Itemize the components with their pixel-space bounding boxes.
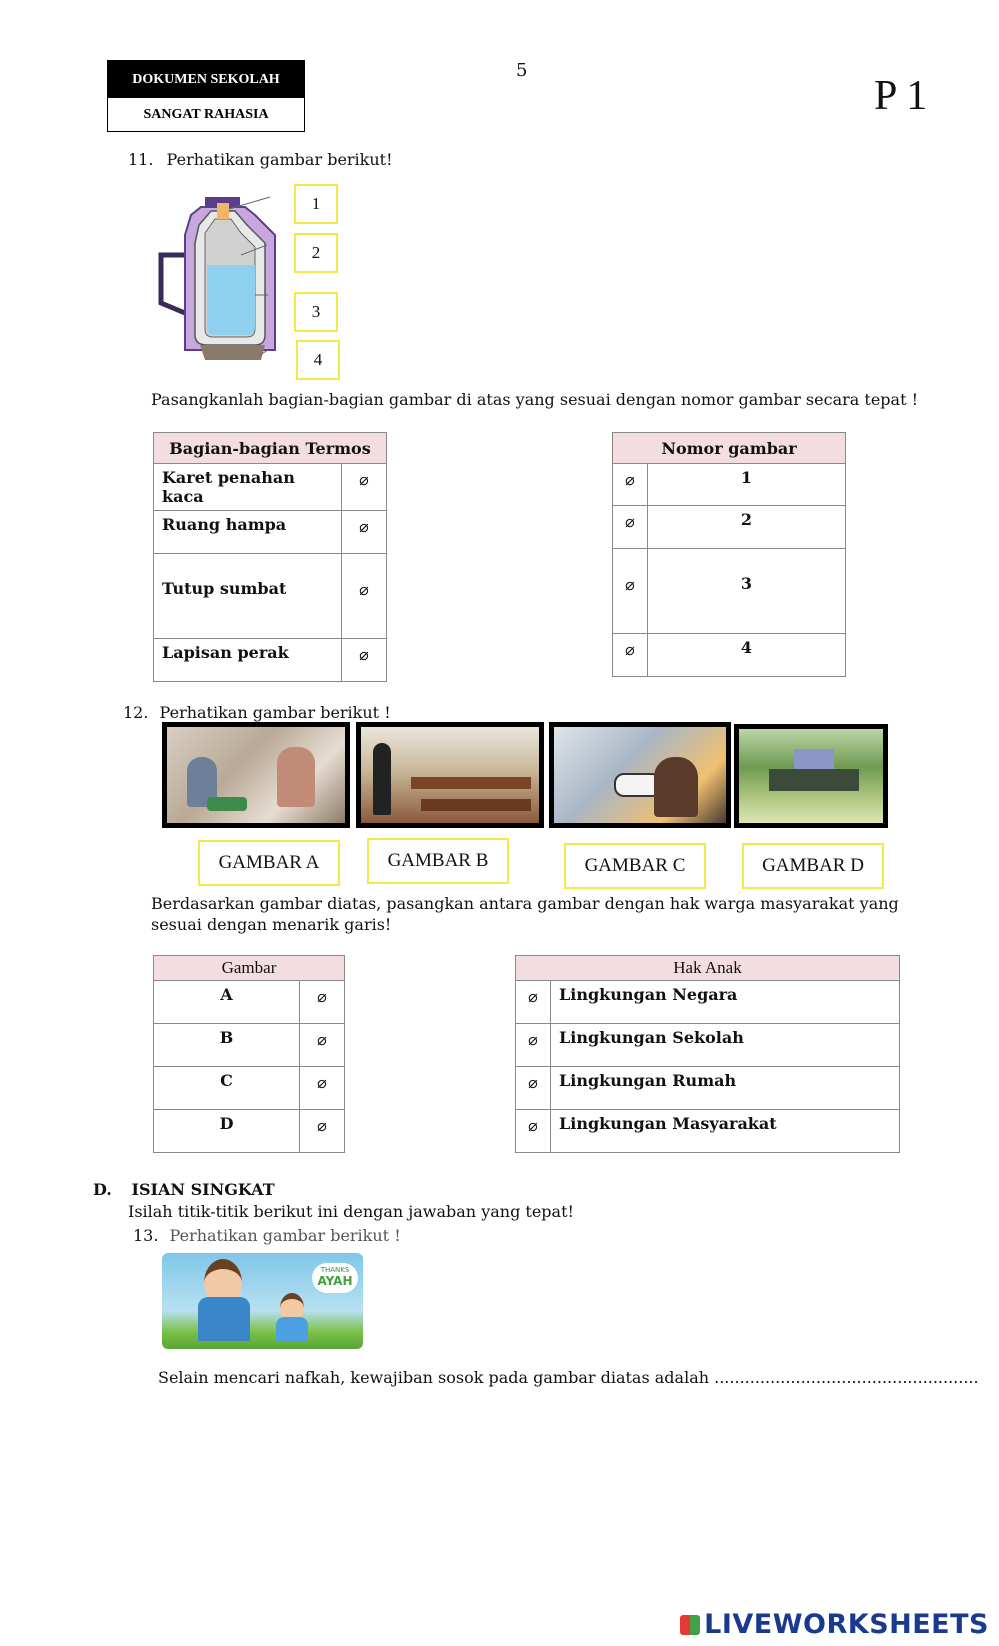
q11-instruction: Pasangkanlah bagian-bagian gambar di atas yang sesuai dengan nomor gambar secara tepat ! [151, 390, 919, 409]
q12-instruction: Berdasarkan gambar diatas, pasangkan antara gambar dengan hak warga masyarakat yang sesuai dengan menarik garis! [151, 894, 899, 934]
q13-number: 13. [133, 1226, 159, 1245]
q13-prompt-line [133, 1226, 401, 1245]
q12-left-table [153, 955, 345, 1153]
q12-left-item: B [154, 1024, 300, 1067]
bubble-small-text: THANKS [320, 1266, 350, 1274]
match-point[interactable] [516, 1024, 551, 1067]
q12-right-item: Lingkungan Sekolah [551, 1024, 900, 1067]
section-d-letter: D. [93, 1180, 112, 1199]
photo-c [549, 722, 731, 828]
q11-prompt-line [128, 150, 393, 169]
match-point[interactable] [300, 1110, 345, 1153]
link-off-icon: ⌀ [528, 1116, 538, 1135]
photo-b [356, 722, 544, 828]
gambar-label-a: GAMBAR A [198, 840, 340, 886]
logo-icon [680, 1615, 700, 1635]
q11-right-item: 4 [648, 634, 846, 677]
section-d-instruction: Isilah titik-titik berikut ini dengan jawaban yang tepat! [128, 1202, 574, 1221]
link-off-icon: ⌀ [317, 1116, 327, 1135]
q12-prompt: Perhatikan gambar berikut ! [159, 703, 391, 722]
q12-right-item: Lingkungan Masyarakat [551, 1110, 900, 1153]
father-image [162, 1253, 363, 1349]
link-off-icon: ⌀ [528, 987, 538, 1006]
q12-left-item: A [154, 981, 300, 1024]
q11-prompt: Perhatikan gambar berikut! [166, 150, 393, 169]
label-box-4: 4 [296, 340, 340, 380]
match-point[interactable] [613, 464, 648, 506]
secret-label: SANGAT RAHASIA [108, 98, 304, 131]
q11-left-header: Bagian-bagian Termos [154, 433, 387, 464]
q12-prompt-line [123, 703, 391, 722]
q12-right-header: Hak Anak [516, 956, 900, 981]
match-point[interactable] [516, 1067, 551, 1110]
thermos-illustration [155, 195, 285, 370]
q12-left-header: Gambar [154, 956, 345, 981]
link-off-icon: ⌀ [317, 1073, 327, 1092]
link-off-icon: ⌀ [625, 574, 635, 594]
q13-prompt: Perhatikan gambar berikut ! [169, 1226, 401, 1245]
q12-right-item: Lingkungan Negara [551, 981, 900, 1024]
q12-right-item: Lingkungan Rumah [551, 1067, 900, 1110]
q11-right-item: 3 [648, 549, 846, 634]
link-off-icon: ⌀ [359, 579, 369, 599]
q13-question: Selain mencari nafkah, kewajiban sosok pada gambar diatas adalah .................................................... [158, 1368, 979, 1387]
bubble-big-text: AYAH [317, 1274, 353, 1288]
gambar-label-c: GAMBAR C [564, 843, 706, 889]
q12-left-item: C [154, 1067, 300, 1110]
match-point[interactable] [342, 464, 387, 511]
q11-left-table [153, 432, 387, 682]
q11-left-item: Lapisan perak [154, 639, 342, 682]
section-d-title: ISIAN SINGKAT [131, 1180, 275, 1199]
link-off-icon: ⌀ [359, 517, 369, 536]
link-off-icon: ⌀ [317, 987, 327, 1006]
match-point[interactable] [342, 639, 387, 682]
gambar-label-b: GAMBAR B [367, 838, 509, 884]
doc-label: DOKUMEN SEKOLAH [108, 61, 304, 98]
brand-text: LIVEWORKSHEETS [704, 1609, 989, 1640]
link-off-icon: ⌀ [359, 645, 369, 664]
link-off-icon: ⌀ [625, 640, 635, 659]
liveworksheets-logo[interactable] [680, 1609, 989, 1640]
match-point[interactable] [613, 506, 648, 549]
match-point[interactable] [613, 634, 648, 677]
q11-right-header: Nomor gambar [613, 433, 846, 464]
q12-number: 12. [123, 703, 149, 722]
q11-number: 11. [128, 150, 154, 169]
link-off-icon: ⌀ [528, 1073, 538, 1092]
gambar-label-d: GAMBAR D [742, 843, 884, 889]
q12-left-item: D [154, 1110, 300, 1153]
q12-right-table [515, 955, 900, 1153]
label-box-2: 2 [294, 233, 338, 273]
link-off-icon: ⌀ [625, 512, 635, 531]
label-box-3: 3 [294, 292, 338, 332]
page-number: 5 [516, 60, 528, 81]
match-point[interactable] [300, 981, 345, 1024]
match-point[interactable] [300, 1024, 345, 1067]
match-point[interactable] [516, 1110, 551, 1153]
link-off-icon: ⌀ [528, 1030, 538, 1049]
q11-right-item: 2 [648, 506, 846, 549]
match-point[interactable] [342, 554, 387, 639]
q11-right-item: 1 [648, 464, 846, 506]
match-point[interactable] [516, 981, 551, 1024]
q11-left-item: Tutup sumbat [154, 554, 342, 639]
match-point[interactable] [613, 549, 648, 634]
q11-right-table [612, 432, 846, 677]
q11-left-item: Ruang hampa [154, 511, 342, 554]
photo-d [734, 724, 888, 828]
match-point[interactable] [342, 511, 387, 554]
header-box [107, 60, 305, 132]
paper-code: P 1 [874, 73, 928, 119]
link-off-icon: ⌀ [317, 1030, 327, 1049]
ayah-bubble [312, 1263, 358, 1293]
label-box-1: 1 [294, 184, 338, 224]
link-off-icon: ⌀ [359, 470, 369, 489]
match-point[interactable] [300, 1067, 345, 1110]
link-off-icon: ⌀ [625, 470, 635, 489]
q11-left-item: Karet penahan kaca [154, 464, 342, 511]
section-d-heading [93, 1180, 275, 1199]
photo-a [162, 722, 350, 828]
